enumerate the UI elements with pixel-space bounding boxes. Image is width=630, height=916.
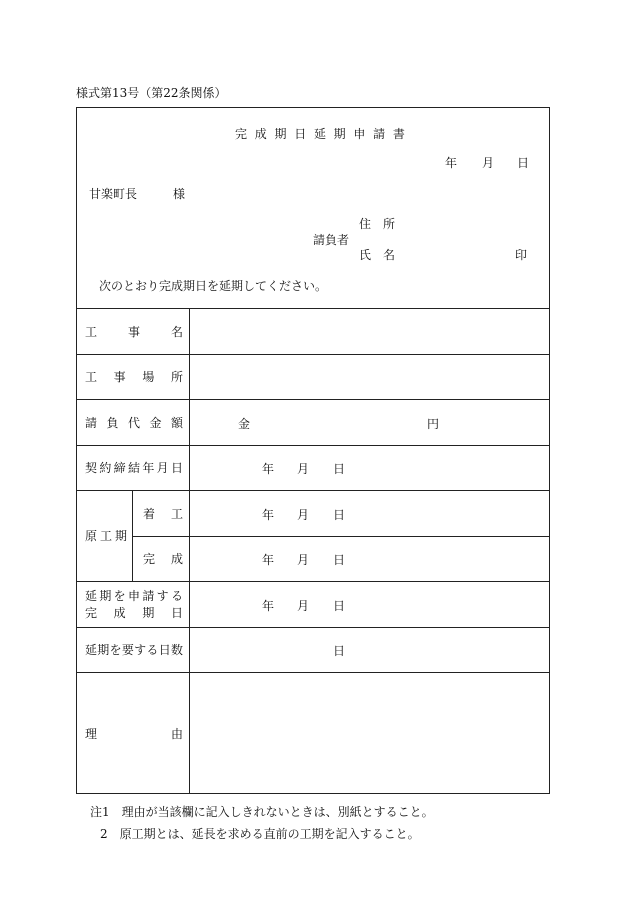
reason-field[interactable] (190, 673, 550, 793)
seal-mark: 印 (515, 248, 528, 262)
label-extension-request-line1: 延 期 を 申 請 す る (85, 588, 183, 603)
label-reason: 理 由 (85, 726, 183, 741)
form-title: 完 成 期 日 延 期 申 請 書 (235, 127, 405, 141)
note-2: 2 原工期とは、延長を求める直前の工期を記入すること。 (100, 827, 420, 841)
contract-date-day: 日 (333, 462, 346, 476)
name-label-1: 氏 (359, 248, 372, 262)
notes (90, 801, 434, 845)
project-name-field[interactable] (190, 309, 550, 353)
label-contract-date: 契 約 締 結 年 月 日 (85, 461, 183, 475)
start-date-month: 月 (297, 508, 310, 522)
addressee: 甘楽町長 (89, 187, 138, 201)
amount-suffix: 円 (427, 417, 440, 431)
label-original-period: 原 工 期 (85, 529, 127, 543)
label-project-name: 工 事 名 (85, 324, 183, 339)
label-start: 着 工 (143, 506, 183, 521)
label-extension-request-line2: 完 成 期 日 (85, 605, 183, 620)
address-label-2: 所 (383, 217, 396, 231)
contract-date-year: 年 (262, 462, 275, 476)
completion-date-day: 日 (333, 553, 346, 567)
extension-date-year: 年 (262, 599, 275, 613)
contractor-label: 請負者 (313, 233, 350, 247)
address-label-1: 住 (359, 217, 372, 231)
contract-date-month: 月 (297, 462, 310, 476)
extension-date-month: 月 (297, 599, 310, 613)
label-extension-days: 延 期 を 要 す る 日 数 (85, 643, 183, 657)
note-1: 注1 理由が当該欄に記入しきれないときは、別紙とすること。 (90, 805, 434, 819)
project-location-field[interactable] (190, 355, 550, 398)
name-label-2: 名 (383, 248, 396, 262)
label-contract-amount: 請 負 代 金 額 (85, 415, 183, 430)
header-date-day: 日 (517, 156, 530, 170)
start-date-year: 年 (262, 508, 275, 522)
completion-date-year: 年 (262, 553, 275, 567)
form-number: 様式第13号（第22条関係） (76, 86, 227, 100)
form-box (76, 107, 550, 794)
completion-date-month: 月 (297, 553, 310, 567)
request-text: 次のとおり完成期日を延期してください。 (99, 279, 328, 293)
amount-prefix: 金 (238, 417, 251, 431)
header-date-month: 月 (482, 156, 495, 170)
label-completion: 完 成 (143, 552, 183, 566)
start-date-day: 日 (333, 508, 346, 522)
extension-date-day: 日 (333, 599, 346, 613)
addressee-honorific: 様 (173, 187, 186, 201)
extension-days-unit: 日 (333, 644, 346, 658)
header-date-year: 年 (445, 156, 458, 170)
label-project-location: 工 事 場 所 (85, 370, 183, 384)
